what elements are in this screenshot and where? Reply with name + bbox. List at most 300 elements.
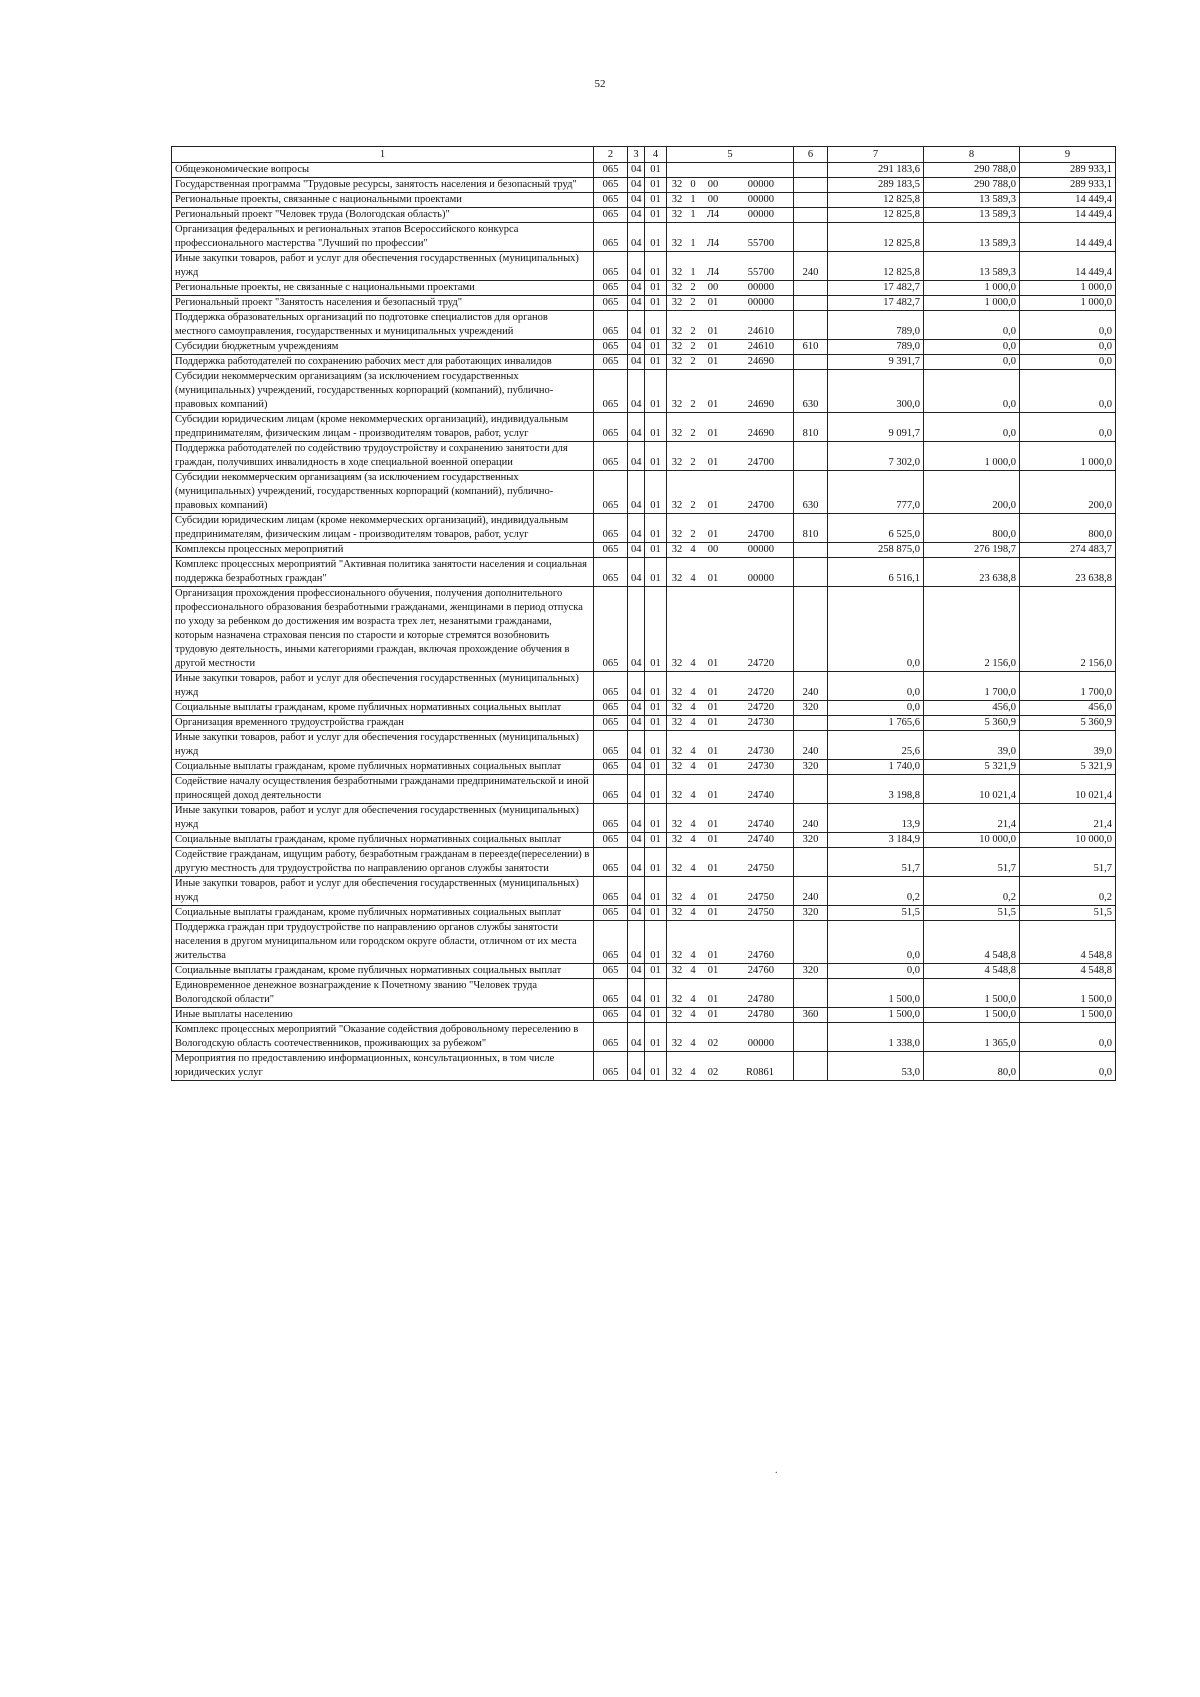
- section-code: 04: [628, 193, 645, 208]
- table-row: [172, 906, 1116, 921]
- target-article-code: [667, 587, 794, 672]
- subsection-code: 01: [645, 760, 667, 775]
- amount-col-9: 23 638,8: [1020, 558, 1116, 587]
- section-code: 04: [628, 163, 645, 178]
- target-article-part: 32: [671, 457, 683, 468]
- target-article-part: 02: [707, 1067, 719, 1078]
- amount-col-8: 13 589,3: [924, 208, 1020, 223]
- target-article-part: 32: [671, 994, 683, 1005]
- amount-col-7: 6 525,0: [828, 514, 924, 543]
- target-article-part: 32: [671, 238, 683, 249]
- admin-code: 065: [594, 979, 628, 1008]
- expense-type-code: [794, 281, 828, 296]
- target-article-part: 4: [690, 965, 696, 976]
- table-row: [172, 442, 1116, 471]
- target-article-part: 01: [707, 863, 719, 874]
- target-article-part: 32: [671, 892, 683, 903]
- admin-code: 065: [594, 1052, 628, 1081]
- target-article-part: 32: [671, 267, 683, 278]
- target-article-part: 01: [707, 819, 719, 830]
- subsection-code: 01: [645, 340, 667, 355]
- subsection-code: 01: [645, 1052, 667, 1081]
- table-row: [172, 716, 1116, 731]
- target-article-part: 00000: [747, 297, 774, 308]
- amount-col-9: 0,0: [1020, 311, 1116, 340]
- row-name: Организация временного трудоустройства граждан: [172, 716, 594, 731]
- admin-code: 065: [594, 558, 628, 587]
- target-article-code: [667, 701, 794, 716]
- expense-type-code: [794, 1052, 828, 1081]
- section-code: 04: [628, 178, 645, 193]
- amount-col-7: 258 875,0: [828, 543, 924, 558]
- admin-code: 065: [594, 1008, 628, 1023]
- target-article-code: [667, 163, 794, 178]
- target-article-part: 32: [671, 834, 683, 845]
- amount-col-9: 4 548,8: [1020, 921, 1116, 964]
- expense-type-code: 610: [794, 340, 828, 355]
- target-article-part: 24610: [747, 341, 774, 352]
- admin-code: 065: [594, 296, 628, 311]
- target-article-code: [667, 1052, 794, 1081]
- section-code: 04: [628, 471, 645, 514]
- amount-col-9: 21,4: [1020, 804, 1116, 833]
- subsection-code: 01: [645, 906, 667, 921]
- table-row: [172, 877, 1116, 906]
- target-article-part: 32: [671, 1009, 683, 1020]
- row-name: Региональные проекты, связанные с национальными проектами: [172, 193, 594, 208]
- target-article-part: 01: [707, 500, 719, 511]
- target-article-code: [667, 355, 794, 370]
- target-article-part: 24720: [747, 702, 774, 713]
- amount-col-8: 4 548,8: [924, 921, 1020, 964]
- target-article-part: 24720: [747, 658, 774, 669]
- target-article-code: [667, 877, 794, 906]
- target-article-part: 24740: [747, 790, 774, 801]
- table-row: [172, 1008, 1116, 1023]
- expense-type-code: 240: [794, 804, 828, 833]
- row-name: Государственная программа "Трудовые ресурсы, занятость населения и безопасный труд": [172, 178, 594, 193]
- target-article-part: 32: [671, 500, 683, 511]
- amount-col-9: 2 156,0: [1020, 587, 1116, 672]
- amount-col-8: 800,0: [924, 514, 1020, 543]
- amount-col-7: 0,0: [828, 964, 924, 979]
- target-article-part: 32: [671, 658, 683, 669]
- table-row: [172, 178, 1116, 193]
- amount-col-9: 14 449,4: [1020, 193, 1116, 208]
- admin-code: 065: [594, 672, 628, 701]
- amount-col-7: 300,0: [828, 370, 924, 413]
- table-row: [172, 979, 1116, 1008]
- expense-type-code: 320: [794, 760, 828, 775]
- target-article-part: 32: [671, 179, 683, 190]
- section-code: 04: [628, 731, 645, 760]
- target-article-code: [667, 223, 794, 252]
- row-name: Социальные выплаты гражданам, кроме публичных нормативных социальных выплат: [172, 964, 594, 979]
- target-article-part: 01: [707, 297, 719, 308]
- amount-col-8: 4 548,8: [924, 964, 1020, 979]
- target-article-part: 4: [690, 834, 696, 845]
- amount-col-7: 0,0: [828, 701, 924, 716]
- amount-col-8: 0,0: [924, 311, 1020, 340]
- target-article-part: 00000: [747, 179, 774, 190]
- amount-col-9: 1 500,0: [1020, 979, 1116, 1008]
- expense-type-code: [794, 208, 828, 223]
- target-article-part: 2: [690, 428, 696, 439]
- amount-col-9: 1 500,0: [1020, 1008, 1116, 1023]
- row-name: Организация прохождения профессионального обучения, получения дополнительного профессионального образования безработными гражданами, женщинами в период отпуска по уходу за ребенком до достижения им возраста трех лет, незанятыми гражданами, которым назначена страховая пенсия по старости и которые стремятся возобновить трудовую деятельность, иными категориями граждан, включая прохождение обучения в другой местности: [172, 587, 594, 672]
- target-article-part: 1: [690, 267, 696, 278]
- expense-type-code: [794, 1023, 828, 1052]
- expense-type-code: 320: [794, 906, 828, 921]
- section-code: 04: [628, 543, 645, 558]
- target-article-part: 32: [671, 209, 683, 220]
- admin-code: 065: [594, 252, 628, 281]
- target-article-part: 32: [671, 907, 683, 918]
- subsection-code: 01: [645, 163, 667, 178]
- target-article-part: 00000: [747, 282, 774, 293]
- target-article-part: 24760: [747, 950, 774, 961]
- target-article-part: 24700: [747, 500, 774, 511]
- target-article-part: 2: [690, 356, 696, 367]
- subsection-code: 01: [645, 370, 667, 413]
- amount-col-8: 1 000,0: [924, 281, 1020, 296]
- section-code: 04: [628, 833, 645, 848]
- amount-col-9: 800,0: [1020, 514, 1116, 543]
- target-article-part: 2: [690, 500, 696, 511]
- scan-mark: .: [775, 1465, 778, 1476]
- amount-col-7: 1 765,6: [828, 716, 924, 731]
- amount-col-9: 1 000,0: [1020, 281, 1116, 296]
- row-name: Иные закупки товаров, работ и услуг для обеспечения государственных (муниципальных) нужд: [172, 672, 594, 701]
- section-code: 04: [628, 370, 645, 413]
- subsection-code: 01: [645, 716, 667, 731]
- section-code: 04: [628, 701, 645, 716]
- table-row: [172, 587, 1116, 672]
- row-name: Комплекс процессных мероприятий "Оказание содействия добровольному переселению в Вологодскую область соотечественников, проживающих за рубежом": [172, 1023, 594, 1052]
- target-article-part: 4: [690, 1067, 696, 1078]
- table-row: [172, 775, 1116, 804]
- table-row: [172, 701, 1116, 716]
- amount-col-7: 51,5: [828, 906, 924, 921]
- target-article-part: 2: [690, 457, 696, 468]
- target-article-part: 1: [690, 209, 696, 220]
- table-row: [172, 208, 1116, 223]
- subsection-code: 01: [645, 281, 667, 296]
- row-name: Содействие гражданам, ищущим работу, безработным гражданам в переезде(переселении) в другую местность для трудоустройства по направлению органов службы занятости: [172, 848, 594, 877]
- row-name: Поддержка образовательных организаций по подготовке специалистов для органов местного самоуправления, государственных и муниципальных учреждений: [172, 311, 594, 340]
- target-article-code: [667, 193, 794, 208]
- expense-type-code: [794, 442, 828, 471]
- target-article-part: 01: [707, 702, 719, 713]
- header-row: [172, 147, 1116, 163]
- amount-col-8: 5 321,9: [924, 760, 1020, 775]
- subsection-code: 01: [645, 775, 667, 804]
- target-article-part: 24750: [747, 907, 774, 918]
- expense-type-code: [794, 193, 828, 208]
- table-row: [172, 163, 1116, 178]
- target-article-part: R0861: [745, 1067, 774, 1078]
- target-article-part: 00000: [747, 1038, 774, 1049]
- table-row: [172, 672, 1116, 701]
- expense-type-code: 320: [794, 701, 828, 716]
- budget-table: [171, 146, 1116, 1081]
- target-article-part: 32: [671, 950, 683, 961]
- amount-col-9: 14 449,4: [1020, 252, 1116, 281]
- section-code: 04: [628, 979, 645, 1008]
- amount-col-9: 274 483,7: [1020, 543, 1116, 558]
- section-code: 04: [628, 672, 645, 701]
- target-article-part: 4: [690, 746, 696, 757]
- target-article-part: 01: [707, 457, 719, 468]
- subsection-code: 01: [645, 964, 667, 979]
- target-article-code: [667, 471, 794, 514]
- target-article-part: 24730: [747, 761, 774, 772]
- admin-code: 065: [594, 543, 628, 558]
- amount-col-9: 5 360,9: [1020, 716, 1116, 731]
- header-cell: 2: [594, 147, 628, 163]
- target-article-part: 01: [707, 892, 719, 903]
- section-code: 04: [628, 558, 645, 587]
- amount-col-9: 0,0: [1020, 413, 1116, 442]
- expense-type-code: 630: [794, 471, 828, 514]
- subsection-code: 01: [645, 223, 667, 252]
- target-article-code: [667, 848, 794, 877]
- amount-col-8: 39,0: [924, 731, 1020, 760]
- amount-col-8: 276 198,7: [924, 543, 1020, 558]
- table-row: [172, 252, 1116, 281]
- target-article-code: [667, 558, 794, 587]
- target-article-part: Л4: [706, 267, 720, 278]
- target-article-code: [667, 760, 794, 775]
- target-article-code: [667, 543, 794, 558]
- target-article-code: [667, 672, 794, 701]
- amount-col-8: 1 000,0: [924, 296, 1020, 311]
- target-article-code: [667, 178, 794, 193]
- section-code: 04: [628, 775, 645, 804]
- row-name: Социальные выплаты гражданам, кроме публичных нормативных социальных выплат: [172, 760, 594, 775]
- amount-col-8: 13 589,3: [924, 193, 1020, 208]
- amount-col-9: 1 000,0: [1020, 296, 1116, 311]
- target-article-code: [667, 921, 794, 964]
- target-article-part: 01: [707, 356, 719, 367]
- amount-col-8: 5 360,9: [924, 716, 1020, 731]
- expense-type-code: 630: [794, 370, 828, 413]
- expense-type-code: [794, 223, 828, 252]
- amount-col-9: 0,0: [1020, 1052, 1116, 1081]
- target-article-part: 01: [707, 994, 719, 1005]
- admin-code: 065: [594, 921, 628, 964]
- target-article-code: [667, 340, 794, 355]
- amount-col-7: 0,0: [828, 587, 924, 672]
- table-row: [172, 413, 1116, 442]
- row-name: Общеэкономические вопросы: [172, 163, 594, 178]
- target-article-part: 4: [690, 994, 696, 1005]
- section-code: 04: [628, 355, 645, 370]
- target-article-part: 01: [707, 573, 719, 584]
- row-name: Содействие началу осуществления безработными гражданами предпринимательской и иной приносящей доход деятельности: [172, 775, 594, 804]
- expense-type-code: [794, 716, 828, 731]
- target-article-part: 4: [690, 702, 696, 713]
- amount-col-8: 80,0: [924, 1052, 1020, 1081]
- target-article-code: [667, 1023, 794, 1052]
- expense-type-code: [794, 543, 828, 558]
- expense-type-code: [794, 587, 828, 672]
- admin-code: 065: [594, 701, 628, 716]
- amount-col-7: 0,0: [828, 921, 924, 964]
- target-article-part: 00: [707, 179, 719, 190]
- amount-col-8: 0,2: [924, 877, 1020, 906]
- amount-col-7: 1 338,0: [828, 1023, 924, 1052]
- row-name: Социальные выплаты гражданам, кроме публичных нормативных социальных выплат: [172, 906, 594, 921]
- target-article-part: 32: [671, 529, 683, 540]
- target-article-part: 2: [690, 326, 696, 337]
- expense-type-code: [794, 775, 828, 804]
- amount-col-8: 1 700,0: [924, 672, 1020, 701]
- target-article-code: [667, 514, 794, 543]
- subsection-code: 01: [645, 296, 667, 311]
- amount-col-7: 17 482,7: [828, 281, 924, 296]
- section-code: 04: [628, 311, 645, 340]
- admin-code: 065: [594, 178, 628, 193]
- target-article-part: 24740: [747, 834, 774, 845]
- expense-type-code: [794, 921, 828, 964]
- table-row: [172, 223, 1116, 252]
- target-article-code: [667, 979, 794, 1008]
- target-article-part: 1: [690, 238, 696, 249]
- table-row: [172, 921, 1116, 964]
- admin-code: 065: [594, 370, 628, 413]
- amount-col-9: 14 449,4: [1020, 223, 1116, 252]
- expense-type-code: 240: [794, 252, 828, 281]
- target-article-part: Л4: [706, 238, 720, 249]
- subsection-code: 01: [645, 514, 667, 543]
- target-article-part: 32: [671, 761, 683, 772]
- amount-col-8: 1 500,0: [924, 1008, 1020, 1023]
- admin-code: 065: [594, 906, 628, 921]
- target-article-part: 01: [707, 790, 719, 801]
- target-article-code: [667, 716, 794, 731]
- subsection-code: 01: [645, 355, 667, 370]
- section-code: 04: [628, 340, 645, 355]
- target-article-part: 01: [707, 341, 719, 352]
- target-article-code: [667, 906, 794, 921]
- amount-col-8: 0,0: [924, 355, 1020, 370]
- target-article-part: 01: [707, 950, 719, 961]
- target-article-part: 4: [690, 658, 696, 669]
- target-article-part: 24690: [747, 428, 774, 439]
- table-row: [172, 281, 1116, 296]
- target-article-part: 55700: [747, 267, 774, 278]
- target-article-code: [667, 296, 794, 311]
- target-article-part: 32: [671, 790, 683, 801]
- admin-code: 065: [594, 964, 628, 979]
- subsection-code: 01: [645, 921, 667, 964]
- target-article-part: 4: [690, 1038, 696, 1049]
- admin-code: 065: [594, 311, 628, 340]
- target-article-part: 01: [707, 746, 719, 757]
- target-article-part: 00000: [747, 209, 774, 220]
- target-article-part: 32: [671, 1067, 683, 1078]
- expense-type-code: 240: [794, 672, 828, 701]
- table-row: [172, 833, 1116, 848]
- admin-code: 065: [594, 877, 628, 906]
- amount-col-7: 12 825,8: [828, 208, 924, 223]
- amount-col-8: 21,4: [924, 804, 1020, 833]
- target-article-code: [667, 208, 794, 223]
- table-row: [172, 193, 1116, 208]
- target-article-part: 32: [671, 717, 683, 728]
- target-article-part: 0: [690, 179, 696, 190]
- section-code: 04: [628, 281, 645, 296]
- amount-col-7: 51,7: [828, 848, 924, 877]
- amount-col-7: 1 500,0: [828, 979, 924, 1008]
- target-article-part: 01: [707, 687, 719, 698]
- target-article-part: 01: [707, 761, 719, 772]
- subsection-code: 01: [645, 471, 667, 514]
- target-article-part: 24690: [747, 356, 774, 367]
- row-name: Комплексы процессных мероприятий: [172, 543, 594, 558]
- target-article-part: 2: [690, 297, 696, 308]
- target-article-part: 00: [707, 282, 719, 293]
- expense-type-code: [794, 311, 828, 340]
- target-article-part: Л4: [706, 209, 720, 220]
- target-article-part: 32: [671, 356, 683, 367]
- target-article-code: [667, 252, 794, 281]
- table-row: [172, 340, 1116, 355]
- amount-col-9: 1 000,0: [1020, 442, 1116, 471]
- admin-code: 065: [594, 163, 628, 178]
- admin-code: 065: [594, 775, 628, 804]
- amount-col-7: 53,0: [828, 1052, 924, 1081]
- target-article-part: 32: [671, 282, 683, 293]
- admin-code: 065: [594, 587, 628, 672]
- target-article-part: 01: [707, 658, 719, 669]
- admin-code: 065: [594, 760, 628, 775]
- section-code: 04: [628, 877, 645, 906]
- target-article-part: 32: [671, 1038, 683, 1049]
- target-article-part: 32: [671, 702, 683, 713]
- admin-code: 065: [594, 340, 628, 355]
- section-code: 04: [628, 223, 645, 252]
- expense-type-code: [794, 355, 828, 370]
- section-code: 04: [628, 716, 645, 731]
- amount-col-8: 456,0: [924, 701, 1020, 716]
- target-article-part: 01: [707, 965, 719, 976]
- amount-col-8: 0,0: [924, 370, 1020, 413]
- table-row: [172, 514, 1116, 543]
- header-cell: 6: [794, 147, 828, 163]
- target-article-part: 24780: [747, 1009, 774, 1020]
- amount-col-8: 23 638,8: [924, 558, 1020, 587]
- subsection-code: 01: [645, 178, 667, 193]
- header-cell: 1: [172, 147, 594, 163]
- amount-col-7: 777,0: [828, 471, 924, 514]
- amount-col-8: 51,7: [924, 848, 1020, 877]
- target-article-part: 32: [671, 399, 683, 410]
- admin-code: 065: [594, 848, 628, 877]
- target-article-part: 32: [671, 746, 683, 757]
- section-code: 04: [628, 848, 645, 877]
- table-row: [172, 355, 1116, 370]
- expense-type-code: [794, 848, 828, 877]
- table-row: [172, 543, 1116, 558]
- target-article-part: 32: [671, 573, 683, 584]
- target-article-part: 4: [690, 950, 696, 961]
- amount-col-8: 10 021,4: [924, 775, 1020, 804]
- target-article-part: 32: [671, 428, 683, 439]
- section-code: 04: [628, 1052, 645, 1081]
- amount-col-9: 0,0: [1020, 355, 1116, 370]
